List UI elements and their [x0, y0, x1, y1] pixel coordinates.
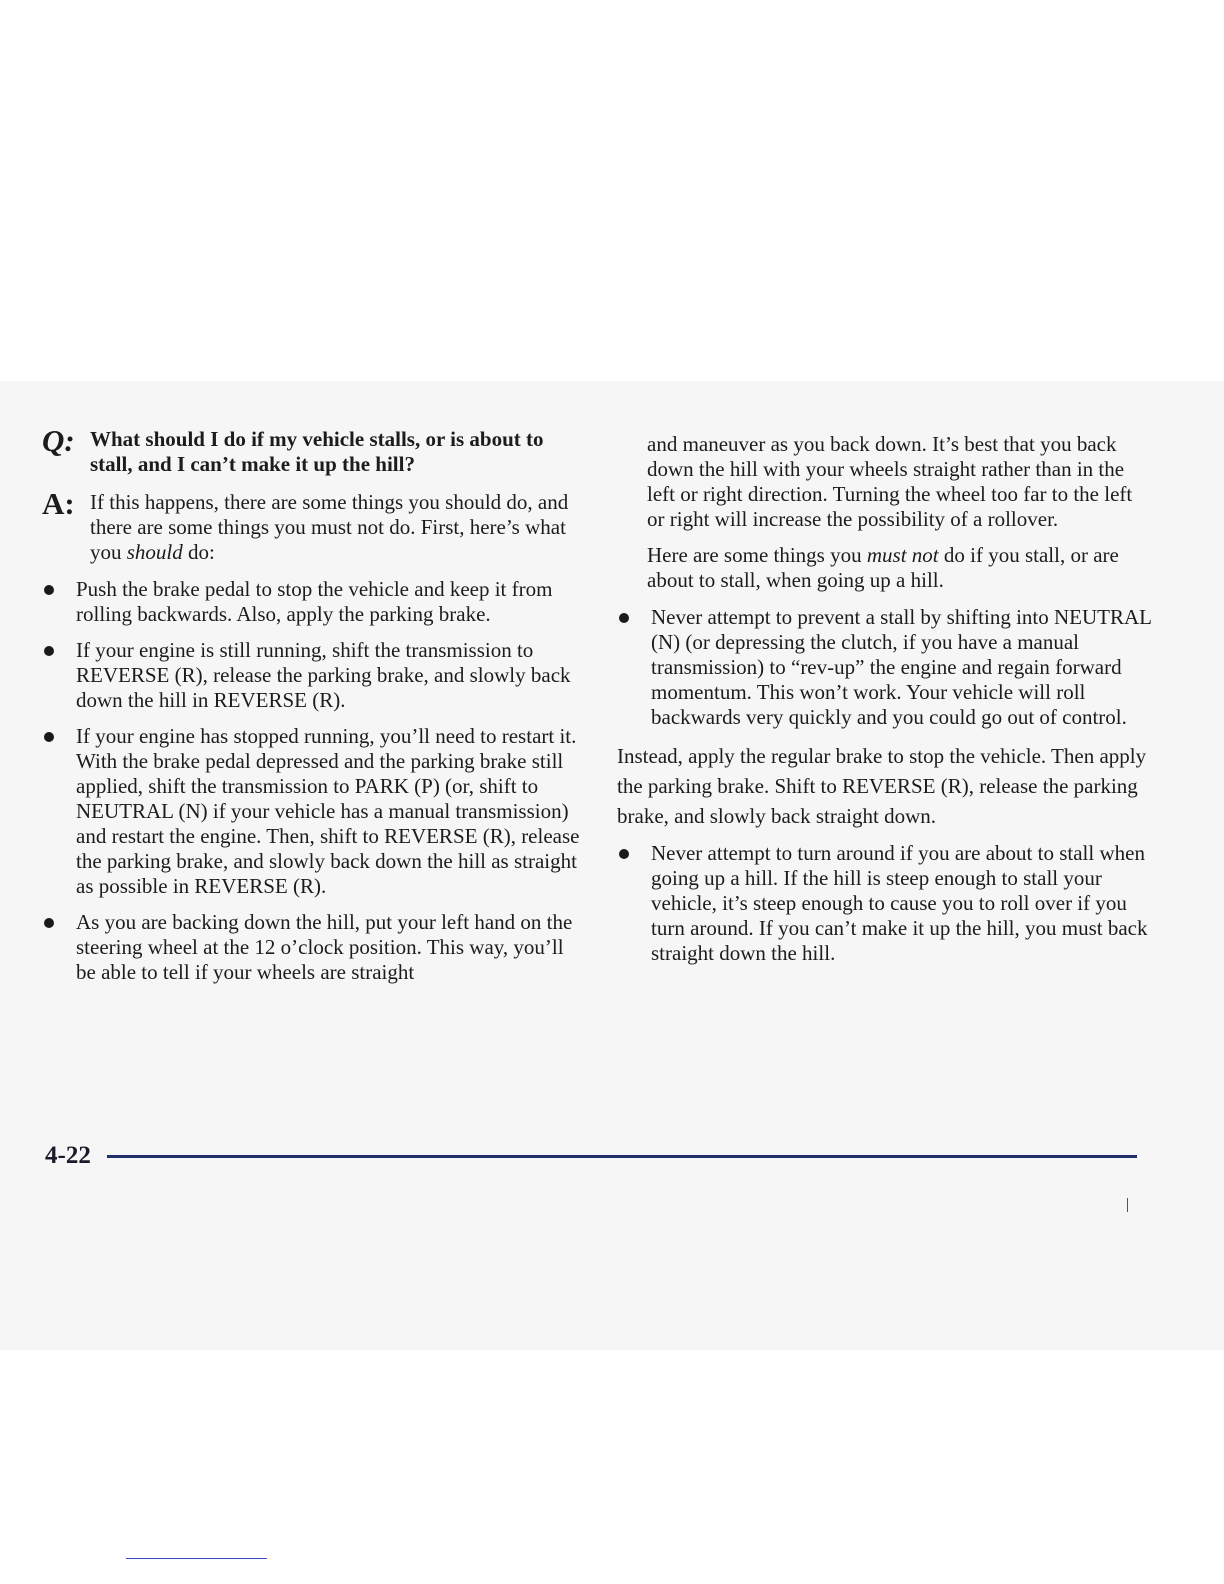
question-mark-label: Q: — [42, 423, 75, 458]
list-item — [42, 577, 582, 627]
answer-mark-label: A: — [42, 486, 75, 521]
must-not-text-post: do if you stall, or are about to stall, when going up a hill. — [647, 543, 1119, 592]
must-not-paragraph — [617, 543, 1152, 593]
right-column — [617, 432, 1152, 977]
list-item-text: Never attempt to turn around if you are about to stall when going up a hill. If the hill is steep enough to stall your vehicle, it’s steep enough to cause you to roll over if you turn around. If you can’t make it up the hill, you must back straight down the hill. — [651, 841, 1148, 965]
list-item-text: If your engine is still running, shift the transmission to REVERSE (R), release the parking brake, and slowly back down the hill in REVERSE (R). — [76, 638, 571, 712]
continuation-paragraph: and maneuver as you back down. It’s best that you back down the hill with your wheels straight rather than in the left or right direction. Turning the wheel too far to the left or right will increase the possibility of a rollover. — [647, 432, 1133, 531]
list-item-text: As you are backing down the hill, put your left hand on the steering wheel at the 12 o’clock position. This way, you’ll be able to tell if your wheels are straight — [76, 910, 573, 984]
list-item — [42, 638, 582, 713]
footer-rule — [107, 1155, 1137, 1158]
list-item-text: Push the brake pedal to stop the vehicle and keep it from rolling backwards. Also, apply the parking brake. — [76, 577, 553, 626]
must-not-emphasis: must not — [866, 543, 939, 567]
question-text: What should I do if my vehicle stalls, or is about to stall, and I can’t make it up the hill? — [90, 427, 544, 476]
answer-text-pre: If this happens, there are some things you should do, and there are some things you must not do. First, here’s what you — [90, 490, 569, 564]
bullet-icon — [619, 849, 629, 859]
list-item — [617, 605, 1152, 730]
bottom-link-underline — [126, 1558, 267, 1559]
list-item — [42, 724, 582, 899]
left-column — [42, 423, 582, 996]
answer-block — [42, 486, 582, 565]
list-item-text: If your engine has stopped running, you’ll need to restart it. With the brake pedal depressed and the parking brake still applied, shift the transmission to PARK (P) (or, shift to NEUTRAL (N) if your vehicle has a manual transmission) and restart the engine. Then, shift to REVERSE (R), release the parking brake, and slowly back down the hill as straight as possible in REVERSE (R). — [76, 724, 580, 898]
page-footer — [45, 1138, 1140, 1174]
bullet-icon — [44, 585, 54, 595]
list-item — [42, 910, 582, 985]
instead-paragraph: Instead, apply the regular brake to stop the vehicle. Then apply the parking brake. Shift to REVERSE (R), release the parking brake, and slowly back straight down. — [617, 744, 1147, 828]
must-not-text-pre: Here are some things you — [647, 543, 867, 567]
answer-text-emphasis: should — [126, 540, 183, 564]
bullet-icon — [619, 613, 629, 623]
page-number: 4-22 — [45, 1142, 91, 1169]
bullet-icon — [44, 732, 54, 742]
scan-mark — [1127, 1198, 1128, 1212]
bullet-icon — [44, 918, 54, 928]
bullet-icon — [44, 646, 54, 656]
list-item-text: Never attempt to prevent a stall by shifting into NEUTRAL (N) (or depressing the clutch, if you have a manual transmission) to “rev-up” the engine and regain forward momentum. This won’t work. Your vehicle will roll backwards very quickly and you could go out of control. — [651, 605, 1152, 729]
question-block — [42, 423, 582, 477]
list-item — [617, 841, 1152, 966]
answer-text-post: do: — [182, 540, 215, 564]
